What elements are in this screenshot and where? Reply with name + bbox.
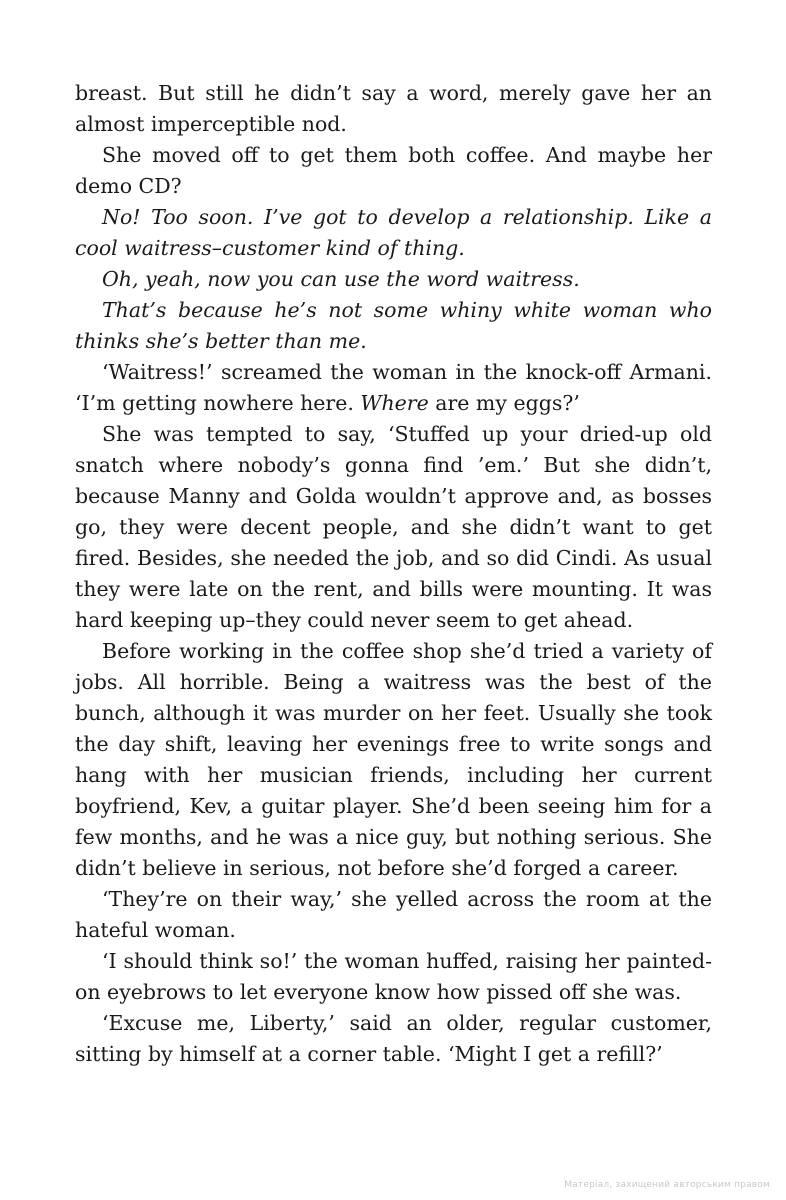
- paragraph-thought: That’s because he’s not some whiny white woman who thinks she’s better than me.: [75, 298, 712, 353]
- paragraph: Before working in the coffee shop she’d tried a variety of jobs. All horrible. Being a waitress was the best of the bunch, although it was murder on her feet. Usually she took the day shift, leaving her evenings free to write songs and hang with her musician friends, including her current boyfriend, Kev, a guitar player. She’d been seeing him for a few months, and he was a nice guy, but nothing serious. She didn’t believe in serious, not before she’d forged a career.: [75, 639, 712, 880]
- book-page-body: [75, 78, 712, 1070]
- emphasized-word: Where: [360, 391, 429, 415]
- paragraph-thought: Oh, yeah, now you can use the word waitress.: [102, 267, 580, 291]
- paragraph: She moved off to get them both coffee. And maybe her demo CD?: [75, 143, 712, 198]
- paragraph: ‘I should think so!’ the woman huffed, raising her painted-on eyebrows to let everyone know how pissed off she was.: [75, 949, 712, 1004]
- paragraph: ‘They’re on their way,’ she yelled across the room at the hateful woman.: [75, 887, 712, 942]
- copyright-watermark: Матеріал, захищений авторським правом: [564, 1180, 770, 1190]
- paragraph: She was tempted to say, ‘Stuffed up your dried-up old snatch where nobody’s gonna find ’em.’ But she didn’t, because Manny and Golda wouldn’t approve and, as bosses go, they were decent people, and she didn’t want to get fired. Besides, she needed the job, and so did Cindi. As usual they were late on the rent, and bills were mounting. It was hard keeping up–they could never seem to get ahead.: [75, 422, 712, 632]
- paragraph: [75, 357, 712, 419]
- paragraph: ‘Excuse me, Liberty,’ said an older, regular customer, sitting by himself at a corner table. ‘Might I get a refill?’: [75, 1011, 712, 1066]
- paragraph-thought: No! Too soon. I’ve got to develop a relationship. Like a cool waitress–customer kind of thing.: [75, 205, 712, 260]
- paragraph-continuation: breast. But still he didn’t say a word, merely gave her an almost imperceptible nod.: [75, 81, 712, 136]
- paragraph-text: ‘Waitress!’ screamed the woman in the knock-off Armani. ‘I’m getting nowhere here.: [75, 360, 712, 415]
- paragraph-text: are my eggs?’: [428, 391, 580, 415]
